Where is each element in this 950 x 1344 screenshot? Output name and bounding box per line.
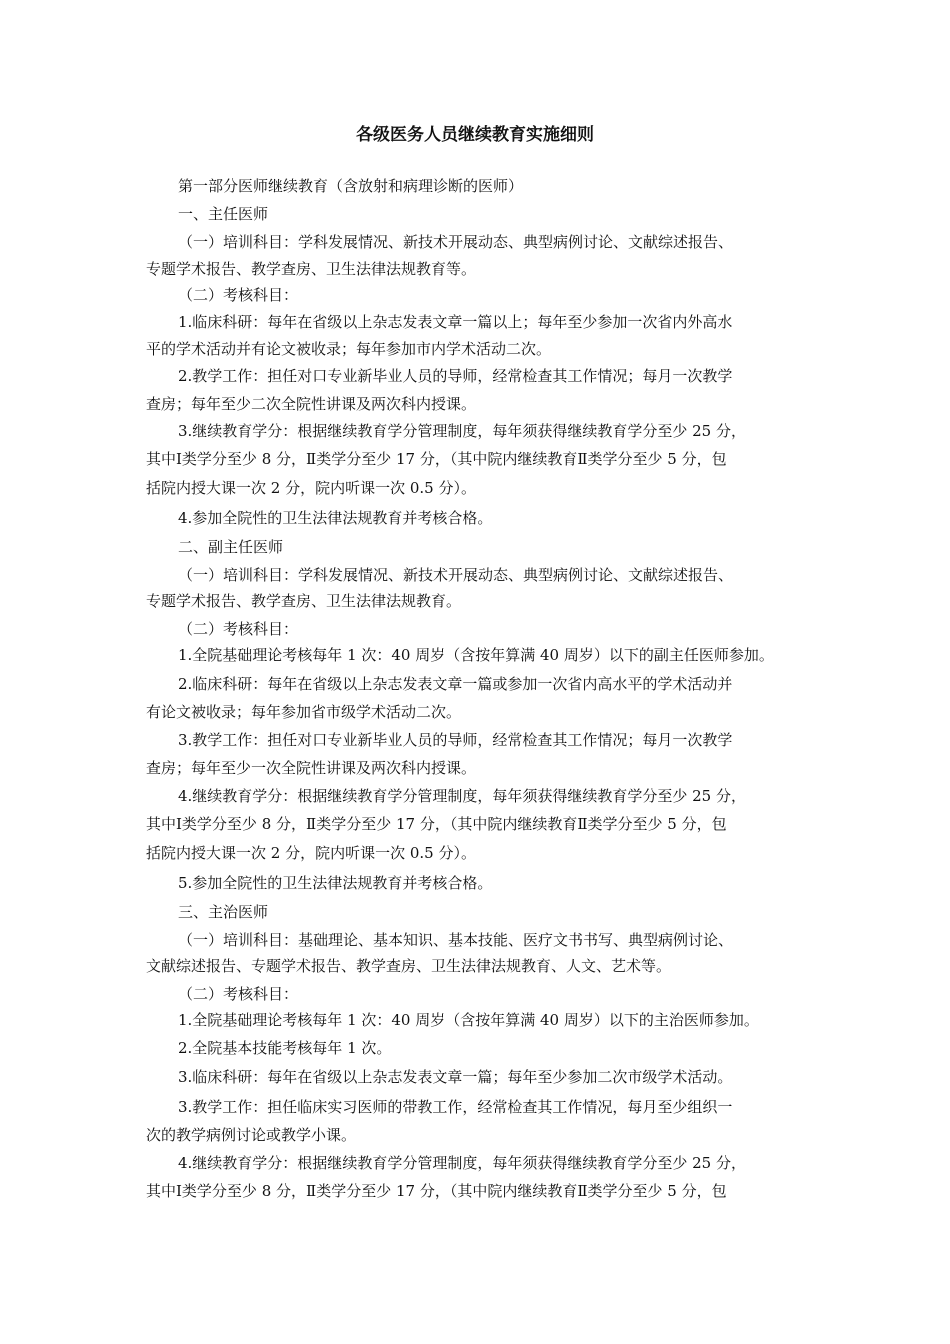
paragraph-line: 括院内授大课一次 2 分，院内听课一次 0.5 分）。 — [146, 479, 476, 497]
paragraph-line: 5.参加全院性的卫生法律法规教育并考核合格。 — [178, 874, 493, 892]
paragraph-line: （一）培训科目：学科发展情况、新技术开展动态、典型病例讨论、文献综述报告、 — [178, 566, 734, 584]
subsection-heading: 一、主任医师 — [178, 205, 269, 223]
paragraph-line: 3.临床科研：每年在省级以上杂志发表文章一篇；每年至少参加二次市级学术活动。 — [178, 1068, 733, 1086]
paragraph-line: 3.教学工作：担任临床实习医师的带教工作，经常检查其工作情况，每月至少组织一 — [178, 1098, 733, 1116]
paragraph-line: 查房；每年至少二次全院性讲课及两次科内授课。 — [146, 395, 477, 413]
paragraph-line: （二）考核科目： — [178, 620, 299, 638]
paragraph-line: 4.继续教育学分：根据继续教育学分管理制度，每年须获得继续教育学分至少 25 分， — [178, 787, 746, 805]
document-title: 各级医务人员继续教育实施细则 — [356, 125, 594, 145]
section-heading: 第一部分医师继续教育（含放射和病理诊断的医师） — [178, 177, 524, 195]
paragraph-line: 1.临床科研：每年在省级以上杂志发表文章一篇以上；每年至少参加一次省内外高水 — [178, 313, 733, 331]
paragraph-line: （二）考核科目： — [178, 985, 299, 1003]
paragraph-line: 其中Ⅰ类学分至少 8 分，Ⅱ类学分至少 17 分，（其中院内继续教育Ⅱ类学分至少 5 分，包 — [146, 450, 727, 468]
paragraph-line: 专题学术报告、教学查房、卫生法律法规教育等。 — [146, 260, 477, 278]
paragraph-line: 4.继续教育学分：根据继续教育学分管理制度，每年须获得继续教育学分至少 25 分， — [178, 1154, 746, 1172]
paragraph-line: 1.全院基础理论考核每年 1 次：40 周岁（含按年算满 40 周岁）以下的主治医师参加。 — [178, 1011, 759, 1029]
paragraph-line: 查房；每年至少一次全院性讲课及两次科内授课。 — [146, 759, 477, 777]
paragraph-line: 1.全院基础理论考核每年 1 次：40 周岁（含按年算满 40 周岁）以下的副主任医师参加。 — [178, 646, 774, 664]
paragraph-line: 4.参加全院性的卫生法律法规教育并考核合格。 — [178, 509, 493, 527]
paragraph-line: （一）培训科目：学科发展情况、新技术开展动态、典型病例讨论、文献综述报告、 — [178, 233, 734, 251]
paragraph-line: （二）考核科目： — [178, 286, 299, 304]
subsection-heading: 二、副主任医师 — [178, 538, 284, 556]
paragraph-line: 平的学术活动并有论文被收录；每年参加市内学术活动二次。 — [146, 340, 552, 358]
subsection-heading: 三、主治医师 — [178, 903, 269, 921]
paragraph-line: 2.全院基本技能考核每年 1 次。 — [178, 1039, 392, 1057]
paragraph-line: 次的教学病例讨论或教学小课。 — [146, 1126, 357, 1144]
paragraph-line: 2.教学工作：担任对口专业新毕业人员的导师，经常检查其工作情况；每月一次教学 — [178, 367, 733, 385]
paragraph-line: 文献综述报告、专题学术报告、教学查房、卫生法律法规教育、人文、艺术等。 — [146, 957, 672, 975]
paragraph-line: 2.临床科研：每年在省级以上杂志发表文章一篇或参加一次省内高水平的学术活动并 — [178, 675, 733, 693]
paragraph-line: 有论文被收录；每年参加省市级学术活动二次。 — [146, 703, 462, 721]
paragraph-line: 括院内授大课一次 2 分，院内听课一次 0.5 分）。 — [146, 844, 476, 862]
paragraph-line: 其中Ⅰ类学分至少 8 分，Ⅱ类学分至少 17 分，（其中院内继续教育Ⅱ类学分至少 5 分，包 — [146, 815, 727, 833]
paragraph-line: 3.继续教育学分：根据继续教育学分管理制度，每年须获得继续教育学分至少 25 分， — [178, 422, 746, 440]
paragraph-line: 专题学术报告、教学查房、卫生法律法规教育。 — [146, 592, 462, 610]
paragraph-line: 其中Ⅰ类学分至少 8 分，Ⅱ类学分至少 17 分，（其中院内继续教育Ⅱ类学分至少 5 分，包 — [146, 1182, 727, 1200]
paragraph-line: （一）培训科目：基础理论、基本知识、基本技能、医疗文书书写、典型病例讨论、 — [178, 931, 734, 949]
paragraph-line: 3.教学工作：担任对口专业新毕业人员的导师，经常检查其工作情况；每月一次教学 — [178, 731, 733, 749]
